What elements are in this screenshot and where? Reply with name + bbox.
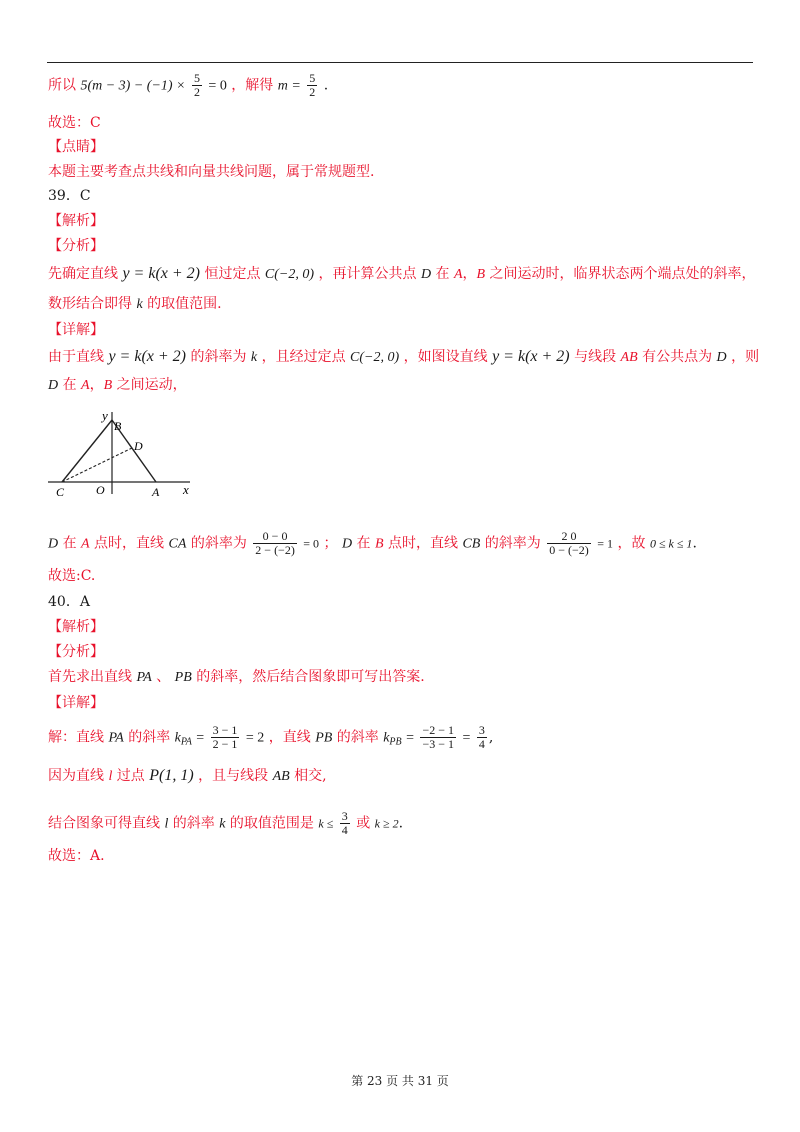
segment-cb [62, 420, 112, 482]
q38-conclusion: 所以 5(m − 3) − (−1) × $\frac{5}{2}$ = 0 ，解得 m = $\frac{5}{2}$ . [48, 71, 329, 99]
label-a: A [152, 485, 160, 498]
label-o: O [96, 483, 105, 497]
label-y: y [102, 408, 108, 423]
label-d: D [134, 439, 143, 453]
q39-number: 39．C [48, 188, 91, 204]
fraction: $\frac{3 - 1}{2 - 1}$ [212, 723, 238, 751]
q39-tag-fenxi: 【分析】 [48, 238, 104, 254]
q39-analysis-line2: 数形结合即得 k 的取值范围. [48, 296, 222, 312]
label-x: x [183, 482, 189, 497]
q39-tag-analysis: 【解析】 [48, 213, 104, 229]
q40-tag-detail: 【详解】 [48, 695, 104, 711]
q39-tag-detail: 【详解】 [48, 322, 104, 338]
segment-cd-dashed [62, 448, 132, 482]
page-footer: 第 23 页 共 31 页 [351, 1074, 449, 1088]
q38-comment: 本题主要考查点共线和向量共线问题，属于常规题型. [48, 164, 375, 180]
q40-solution-line2: 因为直线 l 过点 P(1, 1) ，且与线段 AB 相交, [48, 767, 327, 784]
fraction: $\frac{-2 - 1}{-3 - 1}$ [422, 723, 454, 751]
coordinate-figure [48, 408, 198, 498]
fraction: $\frac{5}{2}$ [193, 71, 200, 99]
fraction: $\frac{2 0}{0 - (-2)}$ [549, 529, 589, 557]
q39-analysis-line1: 先确定直线 y = k(x + 2) 恒过定点 C(−2, 0) ，再计算公共点 D 在 A，B 之间运动时，临界状态两个端点处的斜率， [48, 265, 756, 282]
q40-analysis: 首先求出直线 PA 、 PB 的斜率，然后结合图象即可写出答案. [48, 669, 425, 685]
q40-solution-line1: 解：直线 PA 的斜率 $k_{PA}$ = $\frac{3 - 1}{2 - 1}$ = 2 ，直线 PB 的斜率 $k_{PB}$ = $\frac{-2 - 1}{-3 - 1}$ = $\frac{3}{4}$ , [48, 723, 494, 751]
q40-tag-fenxi: 【分析】 [48, 644, 104, 660]
q40-solution-line3: 结合图象可得直线 l 的斜率 k 的取值范围是 k ≤ $\frac{3}{4}$ 或 k ≥ 2. [48, 809, 404, 837]
q38-tag-comment: 【点睛】 [48, 139, 104, 155]
q39-detail-line1: 由于直线 y = k(x + 2) 的斜率为 k ，且经过定点 C(−2, 0) ，如图设直线 y = k(x + 2) 与线段 AB 有公共点为 D ，则 [48, 348, 760, 365]
label-b: B [114, 419, 122, 433]
q40-answer: 故选：A. [48, 848, 105, 864]
header-rule [47, 62, 753, 63]
label-c: C [56, 485, 65, 498]
q39-answer: 故选:C. [48, 568, 96, 584]
fraction: $\frac{0 - 0}{2 - (-2)}$ [255, 529, 295, 557]
q39-detail-line2: D 在 A，B 之间运动， [48, 377, 187, 393]
q40-number: 40．A [48, 594, 90, 610]
q38-answer: 故选：C [48, 115, 101, 131]
fraction: $\frac{5}{2}$ [309, 71, 316, 99]
q39-detail-line3: D 在 A 点时，直线 CA 的斜率为 $\frac{0 - 0}{2 - (-2)}$ = 0 ； D 在 B 点时，直线 CB 的斜率为 $\frac{2 0}{0 - (-2)}$ = 1 ，故 0 ≤ k ≤ 1. [48, 529, 697, 557]
fraction: $\frac{3}{4}$ [478, 723, 485, 751]
q40-tag-analysis: 【解析】 [48, 619, 104, 635]
fraction: $\frac{3}{4}$ [341, 809, 348, 837]
